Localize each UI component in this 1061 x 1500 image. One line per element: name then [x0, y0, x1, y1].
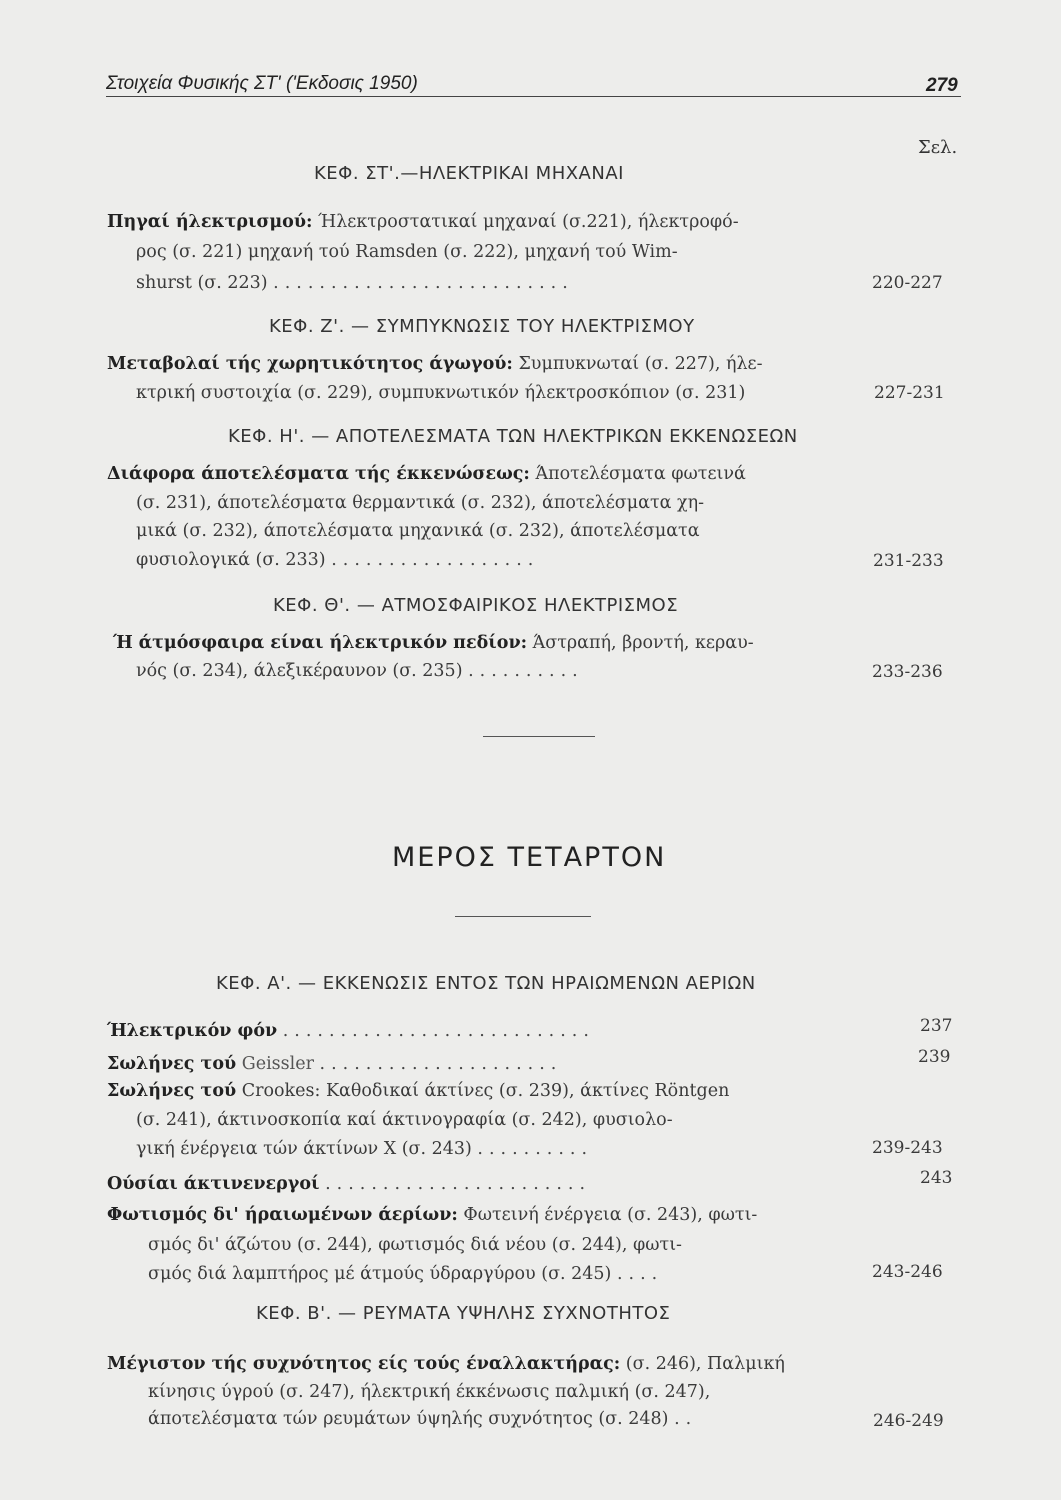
entry-text: (σ. 241), άκτινοσκοπία καί άκτινογραφία (σ. 242), φυσιολο-: [136, 1110, 673, 1130]
entry-text: Φωτεινή ένέργεια (σ. 243), φωτι-: [463, 1205, 758, 1225]
entry-text: σμός δι' άζώτου (σ. 244), φωτισμός διά νέου (σ. 244), φωτι-: [148, 1235, 682, 1255]
entry-text: μικά (σ. 232), άποτελέσματα μηχανικά (σ. 232), άποτελέσματα: [136, 521, 700, 541]
leader-dots: ..................: [331, 550, 540, 570]
section-separator: [483, 736, 595, 737]
chapter-heading: ΚΕΦ. ΣΤ'.—ΗΛΕΚΤΡΙΚΑΙ ΜΗΧΑΝΑΙ: [314, 163, 624, 184]
entry-text: ρος (σ. 221) μηχανή τού Ramsden (σ. 222), μηχανή τού Wim-: [136, 242, 678, 262]
entry-text: Crookes: Καθοδικαί άκτίνες (σ. 239), άκτίνες Röntgen: [241, 1081, 730, 1101]
entry-title: Ούσίαι άκτινενεργοί: [107, 1174, 320, 1194]
section-separator: [455, 916, 591, 917]
chapter-heading: ΚΕΦ. Α'. — ΕΚΚΕΝΩΣΙΣ ΕΝΤΟΣ ΤΩΝ ΗΡΑΙΩΜΕΝΩΝ ΑΕΡΙΩΝ: [216, 973, 756, 994]
entry-text: σμός διά λαμπτήρος μέ άτμούς ύδραργύρου (σ. 245): [148, 1264, 612, 1284]
toc-entry-line: [107, 1203, 757, 1227]
toc-entry-line: [136, 271, 574, 295]
leader-dots: ..: [674, 1409, 698, 1429]
entry-title: Διάφορα άποτελέσματα τής έκκενώσεως:: [107, 464, 530, 484]
entry-pages: 233-236: [872, 662, 943, 682]
toc-entry-line: [107, 210, 739, 234]
chapter-heading: ΚΕΦ. Η'. — ΑΠΟΤΕΛΕΣΜΑΤΑ ΤΩΝ ΗΛΕΚΤΡΙΚΩΝ ΕΚΚΕΝΩΣΕΩΝ: [228, 426, 798, 447]
toc-entry-line: [136, 548, 539, 572]
entry-title: Μέγιστον τής συχνότητος είς τούς έναλλακτήρας:: [107, 1354, 621, 1374]
entry-title: Πηγαί ήλεκτρισμού:: [107, 212, 313, 232]
toc-entry-line: [107, 462, 746, 486]
entry-pages: 243: [920, 1168, 953, 1188]
entry-pages: 227-231: [874, 383, 945, 403]
leader-dots: ....: [616, 1264, 664, 1284]
entry-pages: 239: [918, 1047, 951, 1067]
leader-dots: ..........: [477, 1139, 594, 1159]
entry-text: Συμπυκνωταί (σ. 227), ήλε-: [518, 354, 763, 374]
toc-entry-line: [107, 1019, 595, 1043]
entry-text: φυσιολογικά (σ. 233): [136, 550, 326, 570]
entry-text: Άποτελέσματα φωτεινά: [535, 464, 746, 484]
pages-column-label: Σελ.: [918, 137, 958, 158]
entry-pages: 220-227: [872, 273, 943, 293]
entry-text: γική ένέργεια τών άκτίνων Χ (σ. 243): [136, 1139, 472, 1159]
chapter-heading: ΚΕΦ. Ζ'. — ΣΥΜΠΥΚΝΩΣΙΣ ΤΟΥ ΗΛΕΚΤΡΙΣΜΟΥ: [269, 316, 695, 337]
entry-text: (σ. 231), άποτελέσματα θερμαντικά (σ. 232), άποτελέσματα χη-: [136, 493, 705, 513]
entry-title: Ήλεκτρικόν φόν: [107, 1021, 278, 1041]
toc-entry-line: [113, 631, 754, 655]
toc-entry-line: [107, 1172, 591, 1196]
entry-pages: 239-243: [872, 1138, 943, 1158]
toc-entry-line: [136, 659, 584, 683]
page-number: 279: [926, 75, 958, 96]
toc-entry-line: [148, 1262, 663, 1286]
entry-text: Geissler: [241, 1054, 314, 1074]
entry-pages: 246-249: [873, 1411, 944, 1431]
entry-text: Άστραπή, βροντή, κεραυ-: [532, 633, 754, 653]
toc-entry-line: [107, 1052, 562, 1076]
toc-entry-line: [107, 1079, 729, 1103]
entry-title: Σωλήνες τού: [107, 1054, 237, 1074]
entry-text: Ήλεκτροστατικαί μηχαναί (σ.221), ήλεκτροφό-: [318, 212, 739, 232]
entry-pages: 243-246: [872, 1262, 943, 1282]
toc-entry-line: [107, 1352, 785, 1376]
toc-entry-line: [107, 352, 763, 376]
entry-title: Μεταβολαί τής χωρητικότητος άγωγού:: [107, 354, 513, 374]
entry-text: νός (σ. 234), άλεξικέραυνον (σ. 235): [136, 661, 463, 681]
leader-dots: ...........................: [282, 1021, 595, 1041]
toc-entry-line: [136, 1137, 593, 1161]
part-title: ΜΕΡΟΣ ΤΕΤΑΡΤΟΝ: [392, 842, 667, 873]
entry-title: Σωλήνες τού: [107, 1081, 237, 1101]
entry-text: κίνησις ύγρού (σ. 247), ήλεκτρική έκκένωσις παλμική (σ. 247),: [148, 1382, 711, 1402]
leader-dots: ..........................: [273, 273, 574, 293]
leader-dots: .......................: [325, 1174, 592, 1194]
entry-text: κτρική συστοιχία (σ. 229), συμπυκνωτικόν ήλεκτροσκόπιον (σ. 231): [136, 383, 746, 403]
chapter-heading: ΚΕΦ. Θ'. — ΑΤΜΟΣΦΑΙΡΙΚΟΣ ΗΛΕΚΤΡΙΣΜΟΣ: [273, 595, 679, 616]
entry-text: άποτελέσματα τών ρευμάτων ύψηλής συχνότητος (σ. 248): [148, 1409, 669, 1429]
toc-entry-line: [148, 1407, 697, 1431]
leader-dots: .....................: [319, 1054, 563, 1074]
entry-text: (σ. 246), Παλμική: [625, 1354, 785, 1374]
chapter-heading: ΚΕΦ. Β'. — ΡΕΥΜΑΤΑ ΥΨΗΛΗΣ ΣΥΧΝΟΤΗΤΟΣ: [256, 1303, 671, 1324]
running-title: Στοιχεία Φυσικής ΣΤ' ('Εκδοσις 1950): [106, 73, 418, 94]
entry-title: Ή άτμόσφαιρα είναι ήλεκτρικόν πεδίον:: [113, 633, 528, 653]
header-rule: [106, 96, 961, 97]
entry-text: shurst (σ. 223): [136, 273, 268, 293]
entry-pages: 237: [920, 1016, 953, 1036]
leader-dots: ..........: [468, 661, 584, 681]
entry-pages: 231-233: [873, 551, 944, 571]
entry-title: Φωτισμός δι' ήραιωμένων άερίων:: [107, 1205, 458, 1225]
